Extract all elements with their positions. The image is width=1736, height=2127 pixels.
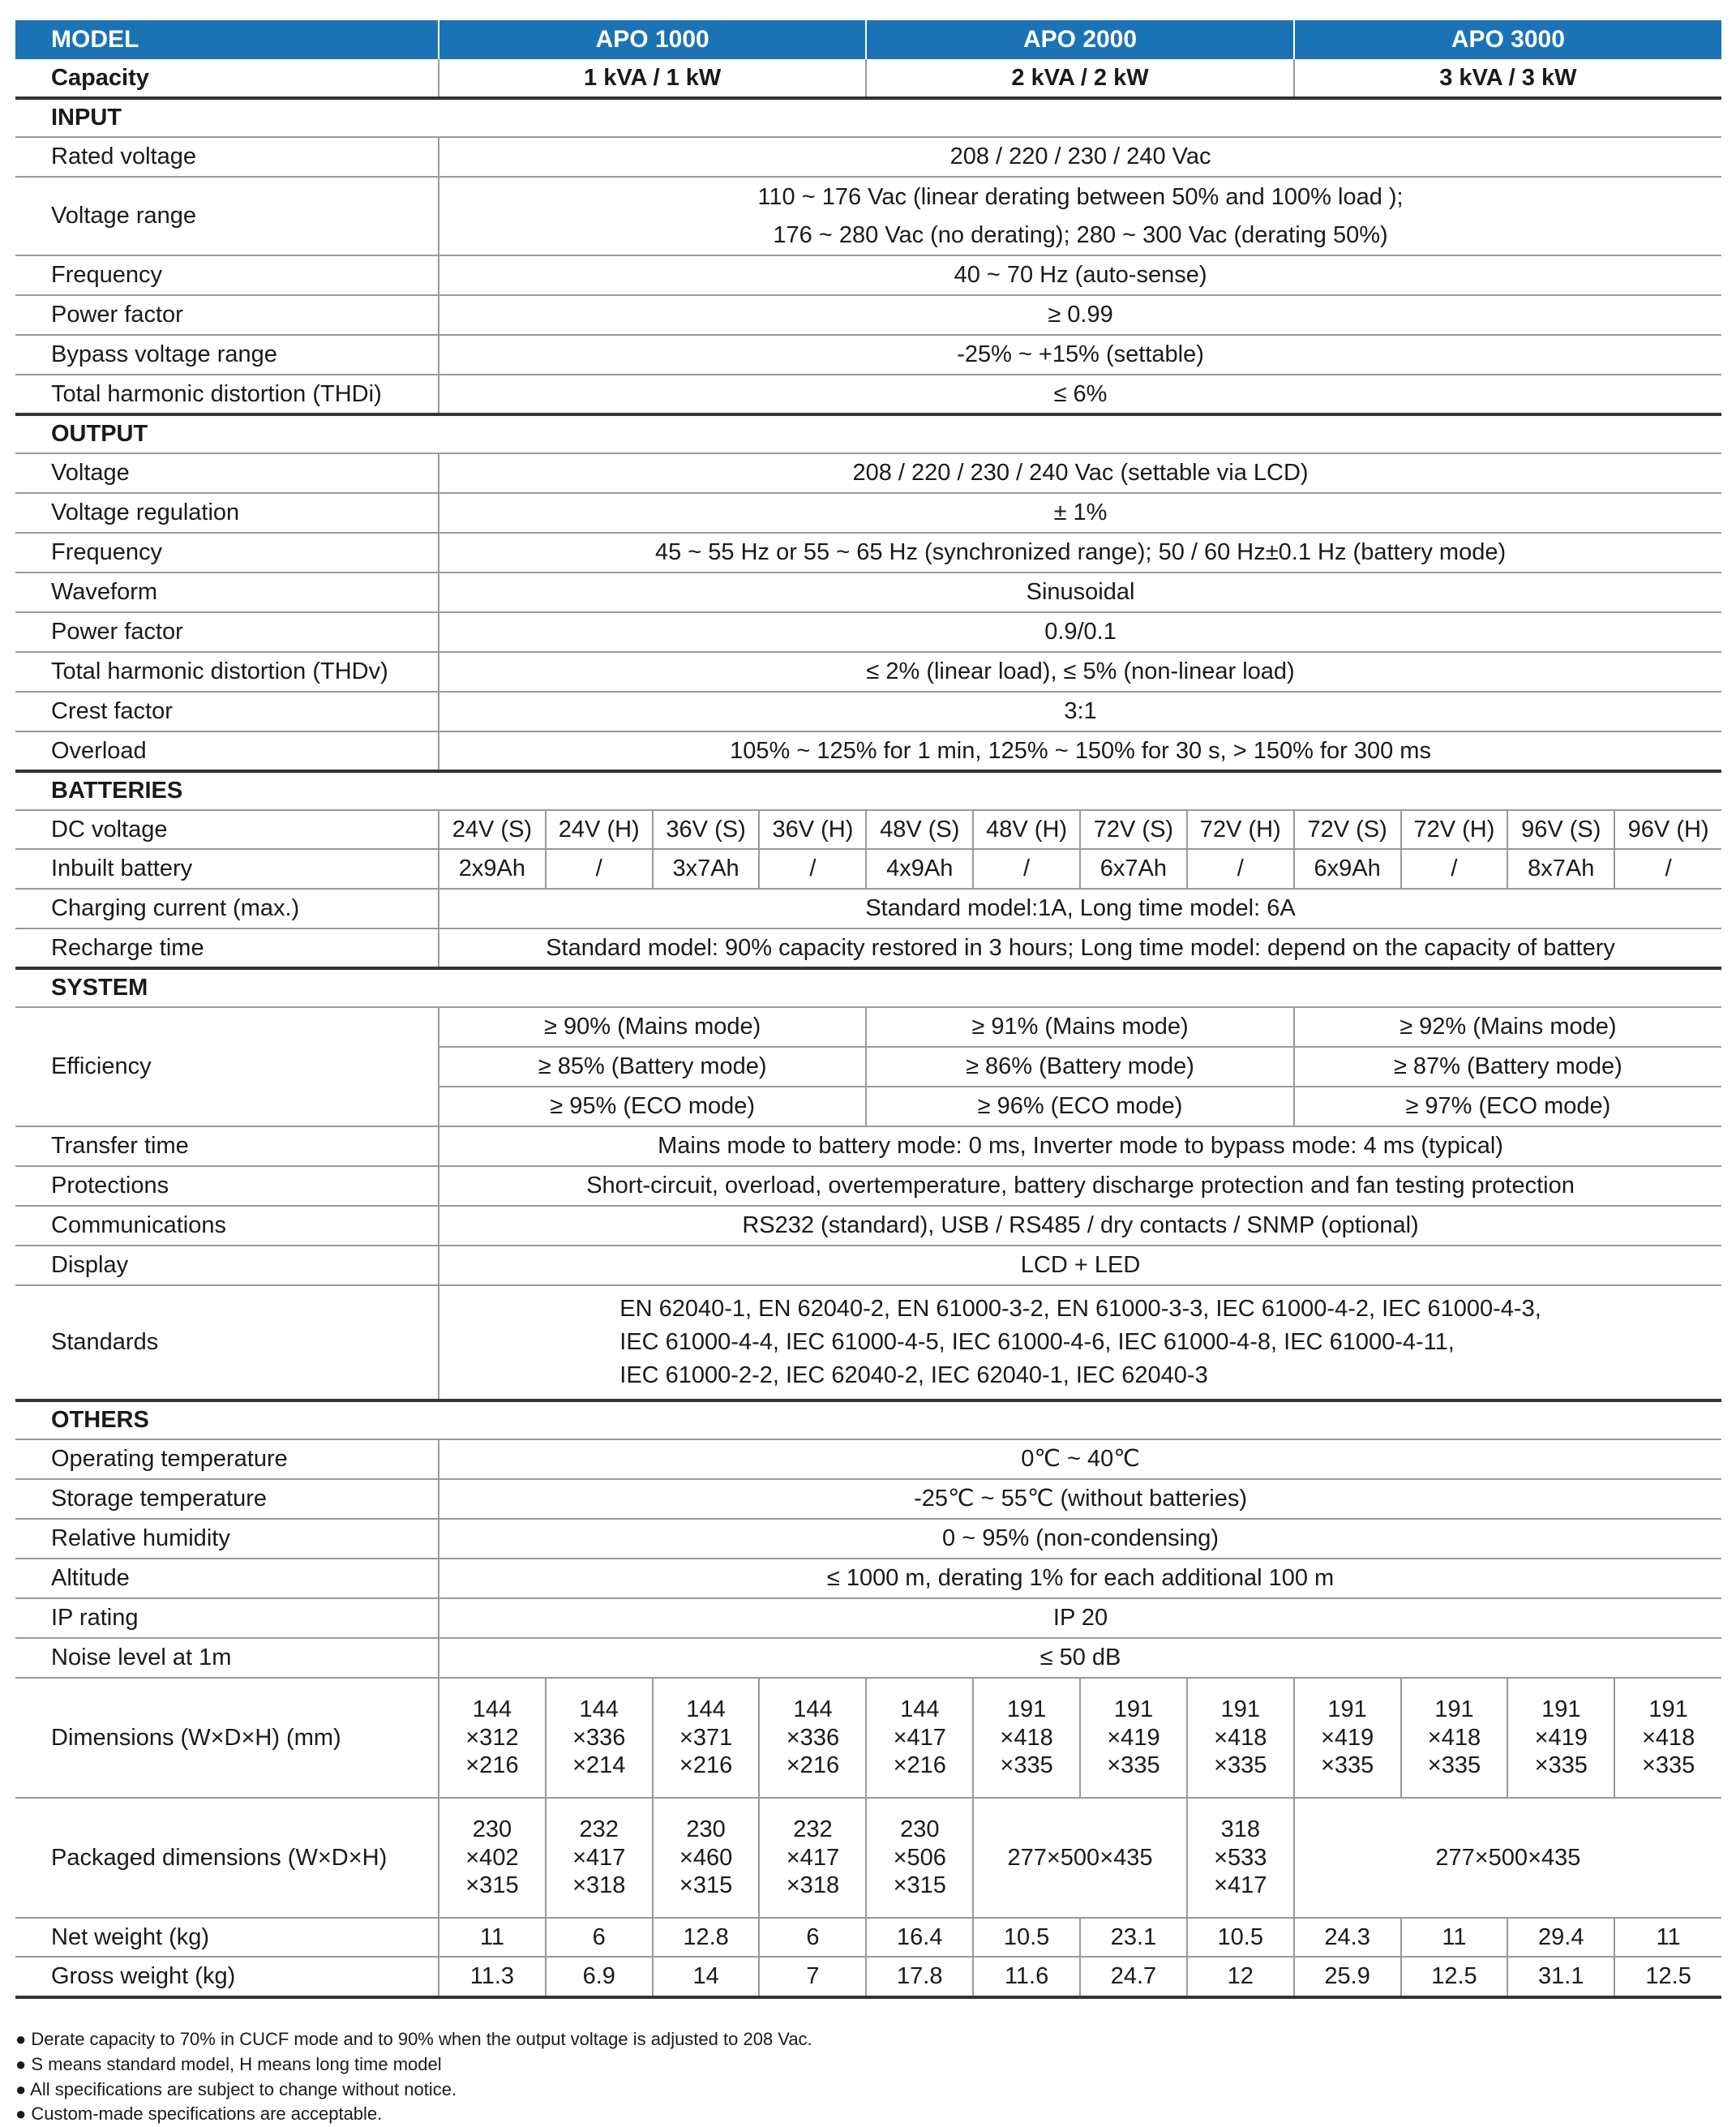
inbuilt-battery-cell: 6x7Ah <box>1080 849 1187 889</box>
value-line: 176 ~ 280 Vac (no derating); 280 ~ 300 Vac (derating 50%) <box>773 221 1388 248</box>
row-label: Storage temperature <box>15 1479 439 1519</box>
row-label: Net weight (kg) <box>15 1918 439 1957</box>
net-weight-cell: 11 <box>1401 1918 1508 1957</box>
gross-weight-cell: 14 <box>653 1957 760 1997</box>
gross-weight-cell: 24.7 <box>1080 1957 1187 1997</box>
dc-voltage-cell: 36V (S) <box>653 810 760 849</box>
footnote: ● Derate capacity to 70% in CUCF mode and to 90% when the output voltage is adjusted to 208 Vac. <box>15 2029 812 2049</box>
dim-line: ×336 <box>572 1724 626 1751</box>
spec-row <box>15 493 1721 533</box>
section-title: INPUT <box>15 98 1721 137</box>
net-weight-cell: 16.4 <box>866 1918 973 1957</box>
spec-row <box>15 533 1721 572</box>
section-title: BATTERIES <box>15 771 1721 810</box>
spec-row <box>15 612 1721 652</box>
dimensions-cell <box>866 1678 973 1798</box>
row-label: Inbuilt battery <box>15 849 439 889</box>
gross-weight-row <box>15 1957 1721 1997</box>
spec-table <box>15 20 1721 1999</box>
efficiency-cell: ≥ 97% (ECO mode) <box>1294 1087 1721 1126</box>
dim-line: ×216 <box>465 1752 519 1779</box>
spec-sheet <box>15 20 1721 1999</box>
capacity-value: 3 kVA / 3 kW <box>1294 59 1721 98</box>
section-system <box>15 968 1721 1007</box>
dim-line: ×418 <box>1000 1724 1053 1751</box>
packaged-cell <box>546 1798 653 1918</box>
spec-row <box>15 572 1721 612</box>
section-title: SYSTEM <box>15 968 1721 1007</box>
spec-row <box>15 1638 1721 1678</box>
row-label: Standards <box>15 1285 439 1400</box>
dc-voltage-cell: 72V (H) <box>1187 810 1294 849</box>
dim-line: 144 <box>900 1696 940 1722</box>
dimensions-cell <box>973 1678 1080 1798</box>
packaged-merged-cell: 277×500×435 <box>1294 1798 1721 1918</box>
row-label: Total harmonic distortion (THDi) <box>15 375 439 414</box>
spec-row <box>15 1439 1721 1479</box>
footnotes <box>15 2027 1721 2127</box>
packaged-merged-cell: 277×500×435 <box>973 1798 1187 1918</box>
row-label: Total harmonic distortion (THDv) <box>15 652 439 692</box>
spec-row <box>15 335 1721 375</box>
net-weight-row <box>15 1918 1721 1957</box>
row-label: Communications <box>15 1206 439 1246</box>
dimensions-cell <box>1187 1678 1294 1798</box>
net-weight-cell: 12.8 <box>653 1918 760 1957</box>
dim-line: ×216 <box>786 1752 840 1779</box>
dim-line: 318 <box>1220 1816 1260 1842</box>
inbuilt-battery-cell: / <box>1401 849 1508 889</box>
spec-row <box>15 692 1721 731</box>
row-value: 0℃ ~ 40℃ <box>439 1439 1721 1479</box>
standards-line: IEC 61000-4-4, IEC 61000-4-5, IEC 61000-4-6, IEC 61000-4-8, IEC 61000-4-11, <box>619 1329 1455 1356</box>
dc-voltage-cell: 96V (H) <box>1614 810 1721 849</box>
row-label: Waveform <box>15 572 439 612</box>
capacity-value: 2 kVA / 2 kW <box>866 59 1293 98</box>
spec-row <box>15 1598 1721 1638</box>
row-label: Recharge time <box>15 928 439 968</box>
packaged-cell <box>1187 1798 1294 1918</box>
packaged-cell <box>866 1798 973 1918</box>
capacity-row <box>15 59 1721 98</box>
row-label: Protections <box>15 1166 439 1206</box>
dim-line: ×216 <box>679 1752 733 1779</box>
dim-line: ×371 <box>679 1724 733 1751</box>
row-label: Transfer time <box>15 1126 439 1166</box>
row-label: Packaged dimensions (W×D×H) <box>15 1798 439 1918</box>
row-label: Noise level at 1m <box>15 1638 439 1678</box>
footnote: ● S means standard model, H means long time model <box>15 2053 442 2074</box>
inbuilt-battery-cell: / <box>1187 849 1294 889</box>
net-weight-cell: 24.3 <box>1294 1918 1401 1957</box>
row-value: ≤ 1000 m, derating 1% for each additional 100 m <box>439 1559 1721 1598</box>
dim-line: 191 <box>1648 1696 1688 1722</box>
row-value: IP 20 <box>439 1598 1721 1638</box>
row-value: 3:1 <box>439 692 1721 731</box>
dim-line: ×417 <box>572 1844 626 1871</box>
dim-line: ×419 <box>1534 1724 1588 1751</box>
dimensions-cell <box>546 1678 653 1798</box>
spec-row <box>15 1559 1721 1598</box>
row-label: Dimensions (W×D×H) (mm) <box>15 1678 439 1798</box>
gross-weight-cell: 11.6 <box>973 1957 1080 1997</box>
dc-voltage-cell: 72V (H) <box>1401 810 1508 849</box>
model-apo1000: APO 1000 <box>439 20 866 59</box>
row-label: Charging current (max.) <box>15 889 439 928</box>
net-weight-cell: 6 <box>759 1918 866 1957</box>
row-value: RS232 (standard), USB / RS485 / dry contacts / SNMP (optional) <box>439 1206 1721 1246</box>
net-weight-cell: 10.5 <box>1187 1918 1294 1957</box>
row-label: Operating temperature <box>15 1439 439 1479</box>
row-value: 0 ~ 95% (non-condensing) <box>439 1519 1721 1559</box>
row-label: Efficiency <box>15 1007 439 1126</box>
gross-weight-cell: 6.9 <box>546 1957 653 1997</box>
spec-row <box>15 255 1721 295</box>
dimensions-cell <box>1401 1678 1508 1798</box>
row-value: 0.9/0.1 <box>439 612 1721 652</box>
row-label: Voltage <box>15 453 439 493</box>
spec-row <box>15 1285 1721 1400</box>
dim-line: 230 <box>472 1816 512 1842</box>
dim-line: ×336 <box>786 1724 840 1751</box>
row-label: Power factor <box>15 295 439 335</box>
dim-line: ×335 <box>1214 1752 1267 1779</box>
row-label: Voltage range <box>15 177 439 255</box>
dim-line: 191 <box>1434 1696 1474 1722</box>
dim-line: ×335 <box>1320 1752 1374 1779</box>
spec-row <box>15 1479 1721 1519</box>
net-weight-cell: 23.1 <box>1080 1918 1187 1957</box>
row-value: 208 / 220 / 230 / 240 Vac <box>439 137 1721 177</box>
dim-line: ×318 <box>786 1872 840 1899</box>
row-label: Rated voltage <box>15 137 439 177</box>
row-value: Short-circuit, overload, overtemperature, battery discharge protection and fan testing protection <box>439 1166 1721 1206</box>
spec-row <box>15 889 1721 928</box>
spec-row <box>15 177 1721 255</box>
dim-line: ×419 <box>1320 1724 1374 1751</box>
row-label: Overload <box>15 731 439 771</box>
dim-line: 230 <box>900 1816 940 1842</box>
dim-line: ×418 <box>1214 1724 1267 1751</box>
dc-voltage-cell: 24V (H) <box>546 810 653 849</box>
gross-weight-cell: 31.1 <box>1507 1957 1614 1997</box>
dimensions-cell <box>1294 1678 1401 1798</box>
row-value <box>439 177 1721 255</box>
spec-row <box>15 453 1721 493</box>
section-title: OTHERS <box>15 1400 1721 1439</box>
row-label: IP rating <box>15 1598 439 1638</box>
row-label: Display <box>15 1246 439 1285</box>
dim-line: ×335 <box>1000 1752 1053 1779</box>
row-value: Standard model:1A, Long time model: 6A <box>439 889 1721 928</box>
spec-row <box>15 1246 1721 1285</box>
dc-voltage-cell: 48V (H) <box>973 810 1080 849</box>
dim-line: ×418 <box>1427 1724 1481 1751</box>
dim-line: 232 <box>793 1816 833 1842</box>
section-others <box>15 1400 1721 1439</box>
section-output <box>15 414 1721 453</box>
dimensions-cell <box>1507 1678 1614 1798</box>
dim-line: ×312 <box>465 1724 519 1751</box>
model-label: MODEL <box>15 20 439 59</box>
packaged-cell <box>439 1798 546 1918</box>
row-value: ≤ 6% <box>439 375 1721 414</box>
spec-row <box>15 928 1721 968</box>
dimensions-cell <box>1080 1678 1187 1798</box>
gross-weight-cell: 25.9 <box>1294 1957 1401 1997</box>
spec-row <box>15 652 1721 692</box>
dim-line: ×419 <box>1107 1724 1160 1751</box>
row-label: Crest factor <box>15 692 439 731</box>
spec-row <box>15 1519 1721 1559</box>
gross-weight-cell: 11.3 <box>439 1957 546 1997</box>
dim-line: ×417 <box>1214 1872 1267 1899</box>
gross-weight-cell: 12.5 <box>1614 1957 1721 1997</box>
efficiency-row <box>15 1007 1721 1047</box>
packaged-cell <box>759 1798 866 1918</box>
row-value: Sinusoidal <box>439 572 1721 612</box>
row-label: Relative humidity <box>15 1519 439 1559</box>
section-input <box>15 98 1721 137</box>
dim-line: 144 <box>472 1696 512 1722</box>
dim-line: ×460 <box>679 1844 733 1871</box>
row-value: ≥ 0.99 <box>439 295 1721 335</box>
row-label: Voltage regulation <box>15 493 439 533</box>
row-value: -25% ~ +15% (settable) <box>439 335 1721 375</box>
inbuilt-battery-cell: 4x9Ah <box>866 849 973 889</box>
row-value: LCD + LED <box>439 1246 1721 1285</box>
dimensions-cell <box>653 1678 760 1798</box>
dim-line: ×335 <box>1427 1752 1481 1779</box>
dim-line: ×335 <box>1107 1752 1160 1779</box>
dim-line: ×315 <box>893 1872 946 1899</box>
value-line: 110 ~ 176 Vac (linear derating between 50% and 100% load ); <box>757 183 1404 210</box>
efficiency-cell: ≥ 90% (Mains mode) <box>439 1007 866 1047</box>
dim-line: 230 <box>686 1816 726 1842</box>
dc-voltage-cell: 96V (S) <box>1507 810 1614 849</box>
row-value: 208 / 220 / 230 / 240 Vac (settable via LCD) <box>439 453 1721 493</box>
net-weight-cell: 29.4 <box>1507 1918 1614 1957</box>
spec-row <box>15 137 1721 177</box>
dim-line: ×335 <box>1534 1752 1588 1779</box>
model-apo3000: APO 3000 <box>1294 20 1721 59</box>
dim-line: 191 <box>1113 1696 1154 1722</box>
packaged-cell <box>653 1798 760 1918</box>
spec-row <box>15 1206 1721 1246</box>
row-label: Power factor <box>15 612 439 652</box>
row-value: Standard model: 90% capacity restored in 3 hours; Long time model: depend on the capacity of battery <box>439 928 1721 968</box>
row-label: Gross weight (kg) <box>15 1957 439 1997</box>
gross-weight-cell: 7 <box>759 1957 866 1997</box>
gross-weight-cell: 12 <box>1187 1957 1294 1997</box>
inbuilt-battery-cell: / <box>759 849 866 889</box>
dim-line: ×418 <box>1641 1724 1695 1751</box>
spec-row <box>15 731 1721 771</box>
efficiency-cell: ≥ 91% (Mains mode) <box>866 1007 1293 1047</box>
row-value: Mains mode to battery mode: 0 ms, Inverter mode to bypass mode: 4 ms (typical) <box>439 1126 1721 1166</box>
standards-list <box>619 1295 1541 1389</box>
dc-voltage-cell: 36V (H) <box>759 810 866 849</box>
capacity-label: Capacity <box>15 59 439 98</box>
row-label: Altitude <box>15 1559 439 1598</box>
dimensions-cell <box>439 1678 546 1798</box>
inbuilt-battery-cell: / <box>1614 849 1721 889</box>
dim-line: ×315 <box>679 1872 733 1899</box>
dim-line: 191 <box>1220 1696 1260 1722</box>
gross-weight-cell: 17.8 <box>866 1957 973 1997</box>
row-value: 105% ~ 125% for 1 min, 125% ~ 150% for 30 s, > 150% for 300 ms <box>439 731 1721 771</box>
packaged-dimensions-row <box>15 1798 1721 1918</box>
row-value: 40 ~ 70 Hz (auto-sense) <box>439 255 1721 295</box>
dc-voltage-cell: 48V (S) <box>866 810 973 849</box>
row-value: ≤ 50 dB <box>439 1638 1721 1678</box>
dim-line: ×417 <box>786 1844 840 1871</box>
row-value: -25℃ ~ 55℃ (without batteries) <box>439 1479 1721 1519</box>
dc-voltage-cell: 72V (S) <box>1080 810 1187 849</box>
net-weight-cell: 11 <box>1614 1918 1721 1957</box>
dim-line: ×335 <box>1641 1752 1695 1779</box>
net-weight-cell: 10.5 <box>973 1918 1080 1957</box>
dim-line: 144 <box>579 1696 619 1722</box>
dim-line: ×315 <box>465 1872 519 1899</box>
model-apo2000: APO 2000 <box>866 20 1293 59</box>
dim-line: 191 <box>1006 1696 1047 1722</box>
dimensions-cell <box>759 1678 866 1798</box>
inbuilt-battery-cell: 2x9Ah <box>439 849 546 889</box>
dimensions-cell <box>1614 1678 1721 1798</box>
dim-line: ×214 <box>572 1752 626 1779</box>
capacity-value: 1 kVA / 1 kW <box>439 59 866 98</box>
row-value: ≤ 2% (linear load), ≤ 5% (non-linear load) <box>439 652 1721 692</box>
dim-line: ×402 <box>465 1844 519 1871</box>
dc-voltage-row <box>15 810 1721 849</box>
spec-row <box>15 375 1721 414</box>
efficiency-cell: ≥ 96% (ECO mode) <box>866 1087 1293 1126</box>
inbuilt-battery-cell: / <box>973 849 1080 889</box>
footnote: ● All specifications are subject to change without notice. <box>15 2078 457 2099</box>
efficiency-cell: ≥ 95% (ECO mode) <box>439 1087 866 1126</box>
row-label: DC voltage <box>15 810 439 849</box>
inbuilt-battery-cell: 3x7Ah <box>653 849 760 889</box>
dim-line: ×318 <box>572 1872 626 1899</box>
dim-line: ×533 <box>1214 1844 1267 1871</box>
inbuilt-battery-cell: 8x7Ah <box>1507 849 1614 889</box>
spec-row <box>15 1126 1721 1166</box>
standards-line: EN 62040-1, EN 62040-2, EN 61000-3-2, EN 61000-3-3, IEC 61000-4-2, IEC 61000-4-3, <box>619 1296 1541 1323</box>
inbuilt-battery-cell: 6x9Ah <box>1294 849 1401 889</box>
efficiency-cell: ≥ 87% (Battery mode) <box>1294 1047 1721 1087</box>
dim-line: 232 <box>579 1816 619 1842</box>
efficiency-cell: ≥ 86% (Battery mode) <box>866 1047 1293 1087</box>
dim-line: ×506 <box>893 1844 946 1871</box>
dim-line: 191 <box>1327 1696 1367 1722</box>
efficiency-cell: ≥ 85% (Battery mode) <box>439 1047 866 1087</box>
row-label: Frequency <box>15 255 439 295</box>
dimensions-row <box>15 1678 1721 1798</box>
net-weight-cell: 6 <box>546 1918 653 1957</box>
row-value: 45 ~ 55 Hz or 55 ~ 65 Hz (synchronized range); 50 / 60 Hz±0.1 Hz (battery mode) <box>439 533 1721 572</box>
efficiency-cell: ≥ 92% (Mains mode) <box>1294 1007 1721 1047</box>
dim-line: 191 <box>1541 1696 1581 1722</box>
gross-weight-cell: 12.5 <box>1401 1957 1508 1997</box>
spec-row <box>15 295 1721 335</box>
spec-row <box>15 1166 1721 1206</box>
section-title: OUTPUT <box>15 414 1721 453</box>
row-label: Bypass voltage range <box>15 335 439 375</box>
standards-line: IEC 61000-2-2, IEC 62040-2, IEC 62040-1, IEC 62040-3 <box>619 1362 1208 1388</box>
row-value <box>439 1285 1721 1400</box>
inbuilt-battery-cell: / <box>546 849 653 889</box>
model-header-row <box>15 20 1721 59</box>
dim-line: ×417 <box>893 1724 946 1751</box>
dim-line: 144 <box>686 1696 726 1722</box>
net-weight-cell: 11 <box>439 1918 546 1957</box>
dc-voltage-cell: 24V (S) <box>439 810 546 849</box>
section-batteries <box>15 771 1721 810</box>
dim-line: 144 <box>793 1696 833 1722</box>
row-label: Frequency <box>15 533 439 572</box>
footnote: ● Custom-made specifications are acceptable. <box>15 2103 383 2125</box>
inbuilt-battery-row <box>15 849 1721 889</box>
row-value: ± 1% <box>439 493 1721 533</box>
dc-voltage-cell: 72V (S) <box>1294 810 1401 849</box>
dim-line: ×216 <box>893 1752 946 1779</box>
